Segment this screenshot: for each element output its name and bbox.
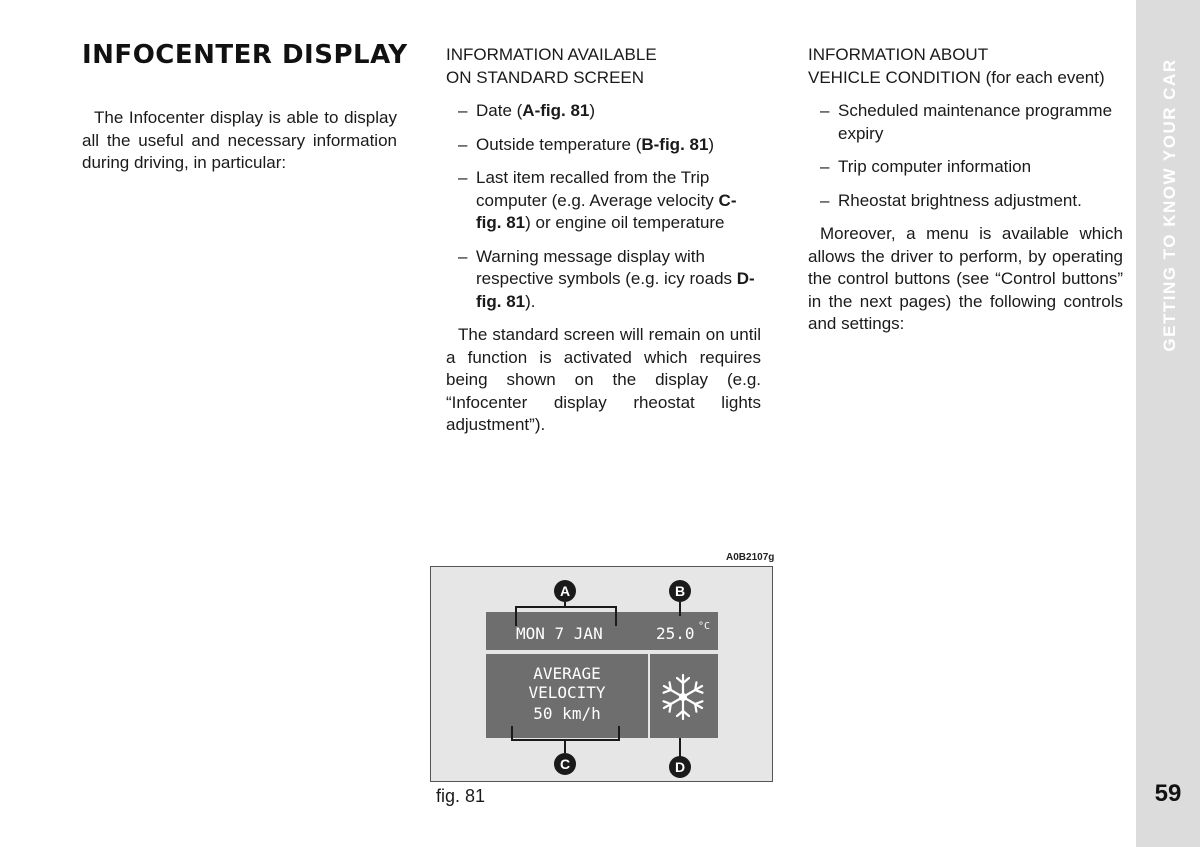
list-item: – Warning message display with respective symbols (e.g. icy roads D- fig. 81). [458, 246, 755, 311]
callout-b: B [669, 580, 691, 602]
page-title: INFOCENTER DISPLAY [82, 40, 408, 70]
display-date: MON 7 JAN [516, 624, 603, 643]
heading-line-2: VEHICLE CONDITION (for each event) [808, 67, 1105, 87]
list-item: – Outside temperature (B-fig. 81) [458, 134, 715, 154]
list-item: – Trip computer information [820, 157, 1032, 176]
list-item: – Date (A-fig. 81) [458, 101, 596, 120]
callout-a: A [554, 580, 576, 602]
intro-paragraph: The Infocenter display is able to display all the useful and necessary information during driving, in particular: [82, 108, 397, 172]
display-line-1: AVERAGE [533, 664, 601, 683]
closing-paragraph: Moreover, a menu is available which allows the driver to perform, by operating the control buttons (see “Control buttons” in the next pages) the following controls and settings: [808, 224, 1123, 333]
page-number: 59 [1154, 780, 1182, 807]
list-item: – Scheduled maintenance programme expiry [820, 101, 1113, 143]
figure-code: A0B2107g [726, 552, 775, 563]
display-temp-unit: °C [698, 621, 711, 632]
figure-caption: fig. 81 [436, 786, 486, 806]
display-line-3: 50 km/h [533, 704, 601, 723]
list-item: – Rheostat brightness adjustment. [820, 190, 1082, 210]
closing-paragraph: The standard screen will remain on until a function is activated which requires being shown on the display (e.g. “Infocenter display rheostat lights adjustment”). [446, 325, 761, 434]
heading-line-2: ON STANDARD SCREEN [446, 67, 645, 87]
heading-line-1: INFORMATION AVAILABLE [446, 45, 657, 64]
callout-c: C [554, 753, 576, 775]
section-title: GETTING TO KNOW YOUR CAR [1160, 58, 1179, 352]
display-line-2: VELOCITY [528, 683, 606, 702]
display-temperature: 25.0 [656, 624, 695, 643]
callout-d: D [669, 756, 691, 778]
list-item: – Last item recalled from the Trip computer (e.g. Average velocity C-fig. 81) or engine oil temperature [458, 168, 737, 232]
heading-line-1: INFORMATION ABOUT [808, 45, 989, 64]
